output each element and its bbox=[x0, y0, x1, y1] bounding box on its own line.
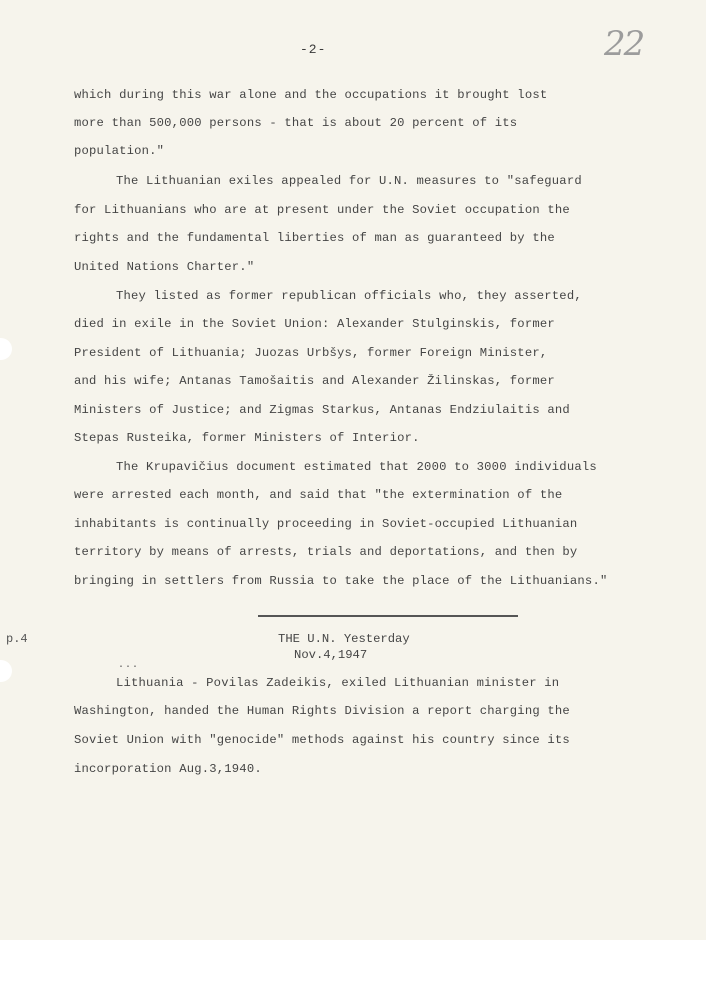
text-line: which during this war alone and the occupations it brought lost bbox=[74, 88, 548, 102]
bottom-margin bbox=[0, 940, 706, 1000]
text-line: Lithuania - Povilas Zadeikis, exiled Lithuanian minister in bbox=[116, 676, 560, 690]
text-line: President of Lithuania; Juozas Urbšys, former Foreign Minister, bbox=[74, 346, 548, 360]
text-line: Stepas Rusteika, former Ministers of Interior. bbox=[74, 431, 420, 445]
section-title: THE U.N. Yesterday bbox=[278, 632, 410, 646]
text-line: They listed as former republican officials who, they asserted, bbox=[116, 289, 582, 303]
section-dots: ... bbox=[118, 660, 140, 671]
margin-note: p.4 bbox=[6, 632, 28, 646]
text-line: inhabitants is continually proceeding in Soviet-occupied Lithuanian bbox=[74, 517, 578, 531]
page-number: -2- bbox=[300, 42, 327, 57]
handwritten-page-number: 22 bbox=[604, 24, 644, 64]
text-line: and his wife; Antanas Tamošaitis and Alexander Žilinskas, former bbox=[74, 374, 555, 388]
text-line: rights and the fundamental liberties of man as guaranteed by the bbox=[74, 231, 555, 245]
text-line: more than 500,000 persons - that is about 20 percent of its bbox=[74, 116, 518, 130]
section-divider bbox=[258, 615, 518, 617]
text-line: for Lithuanians who are at present under the Soviet occupation the bbox=[74, 203, 570, 217]
text-line: territory by means of arrests, trials and deportations, and then by bbox=[74, 545, 578, 559]
text-line: were arrested each month, and said that "the extermination of the bbox=[74, 488, 563, 502]
punch-hole bbox=[0, 338, 12, 360]
text-line: died in exile in the Soviet Union: Alexander Stulginskis, former bbox=[74, 317, 555, 331]
text-line: incorporation Aug.3,1940. bbox=[74, 762, 262, 776]
text-line: Soviet Union with "genocide" methods against his country since its bbox=[74, 733, 570, 747]
section-date: Nov.4,1947 bbox=[294, 648, 368, 662]
text-line: United Nations Charter." bbox=[74, 260, 255, 274]
text-line: bringing in settlers from Russia to take the place of the Lithuanians." bbox=[74, 574, 608, 588]
punch-hole bbox=[0, 660, 12, 682]
text-line: The Lithuanian exiles appealed for U.N. measures to "safeguard bbox=[116, 174, 582, 188]
text-line: population." bbox=[74, 144, 165, 158]
text-line: Ministers of Justice; and Zigmas Starkus, Antanas Endziulaitis and bbox=[74, 403, 570, 417]
text-line: Washington, handed the Human Rights Division a report charging the bbox=[74, 704, 570, 718]
text-line: The Krupavičius document estimated that 2000 to 3000 individuals bbox=[116, 460, 597, 474]
